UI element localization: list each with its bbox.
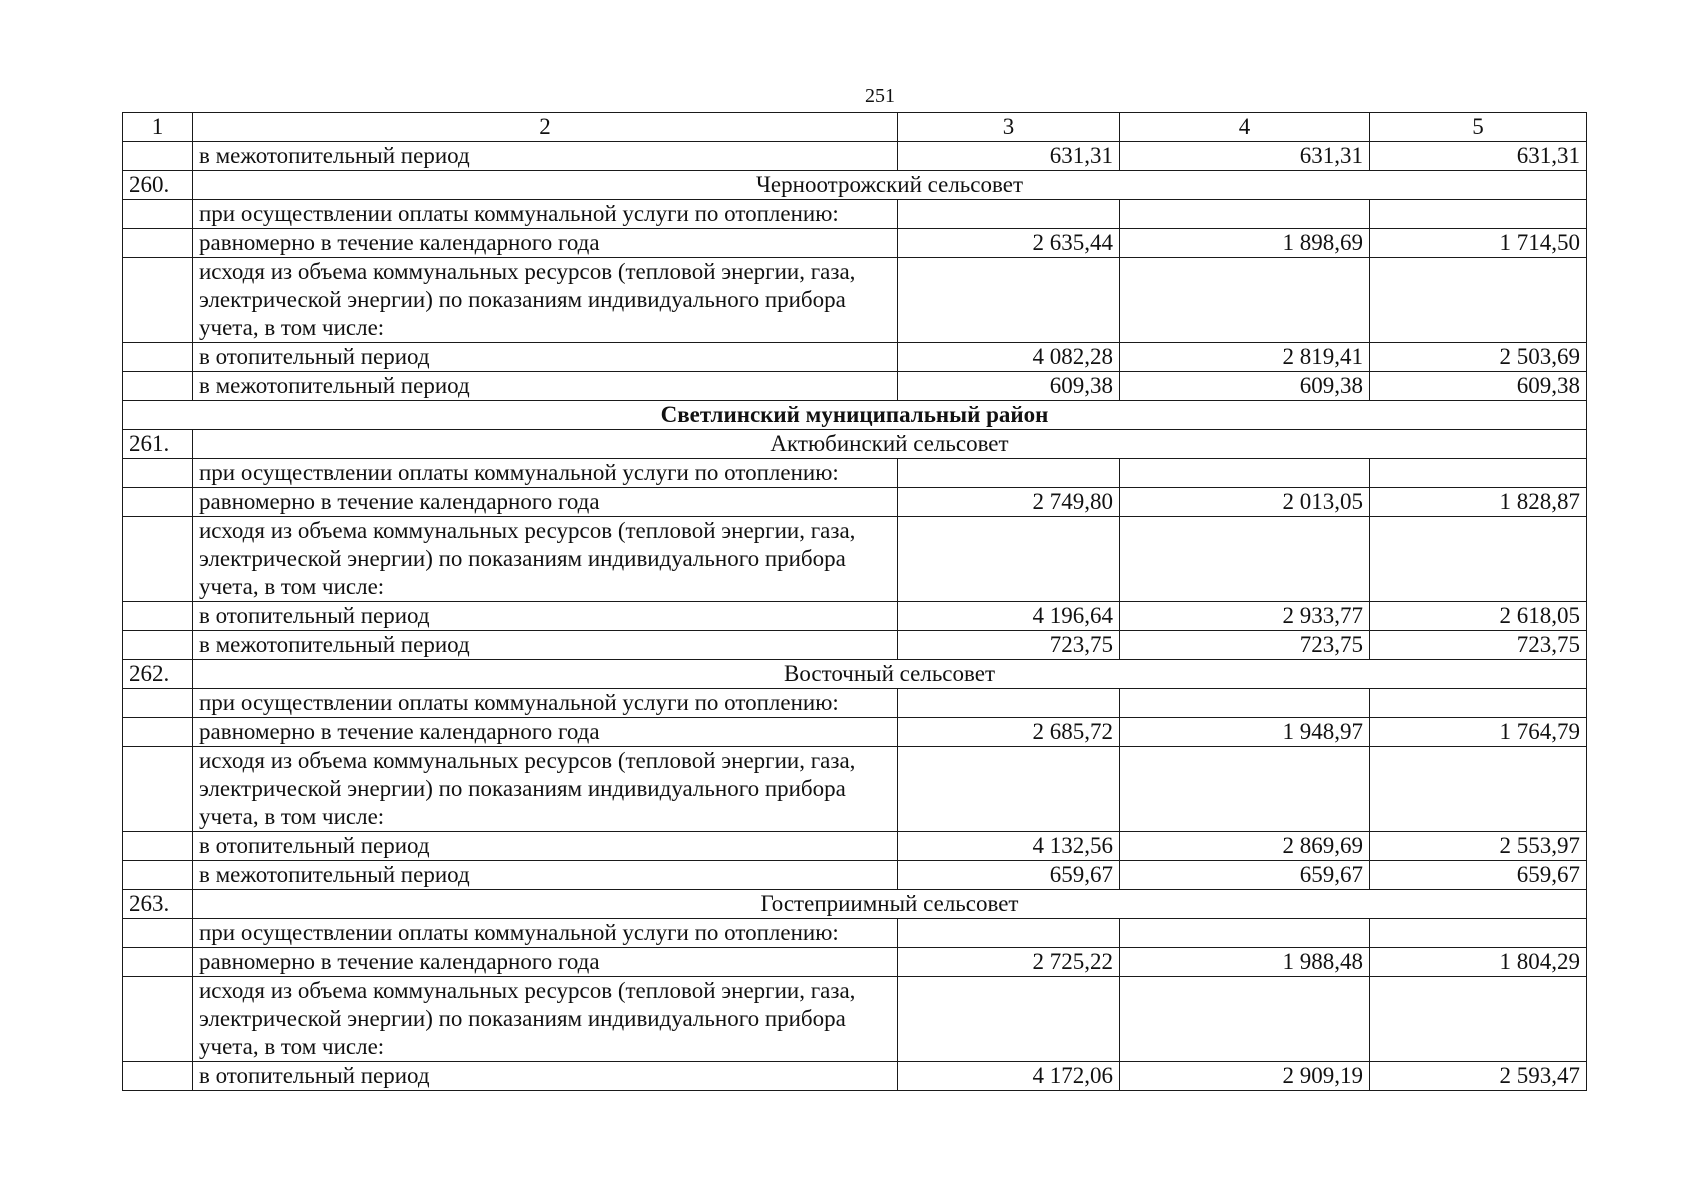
table-row [123,631,1587,660]
row-number [123,861,193,890]
row-number [123,977,193,1062]
row-number [123,718,193,747]
value-col-5 [1370,689,1587,718]
row-label: при осуществлении оплаты коммунальной услуги по отоплению: [193,689,898,718]
value-col-5: 2 618,05 [1370,602,1587,631]
value-col-4: 609,38 [1120,372,1370,401]
header-cell-3: 3 [898,113,1120,142]
value-col-5: 1 714,50 [1370,229,1587,258]
table-row [123,747,1587,832]
table-row [123,229,1587,258]
table-body [123,142,1587,1091]
value-col-5 [1370,517,1587,602]
value-col-3: 4 172,06 [898,1062,1120,1091]
value-col-5 [1370,200,1587,229]
row-number [123,459,193,488]
value-col-3 [898,517,1120,602]
entity-title: Гостеприимный сельсовет [193,890,1587,919]
value-col-4 [1120,200,1370,229]
table-row [123,919,1587,948]
value-col-3: 609,38 [898,372,1120,401]
table-row [123,343,1587,372]
row-number: 263. [123,890,193,919]
row-label: равномерно в течение календарного года [193,229,898,258]
row-number [123,602,193,631]
row-label: при осуществлении оплаты коммунальной услуги по отоплению: [193,919,898,948]
row-number [123,343,193,372]
section-row [123,401,1587,430]
row-number [123,919,193,948]
value-col-3 [898,689,1120,718]
row-label: исходя из объема коммунальных ресурсов (тепловой энергии, газа, электрической энергии) по показаниям индивидуального прибора учета, в том числе: [193,747,898,832]
value-col-5 [1370,919,1587,948]
value-col-5: 1 764,79 [1370,718,1587,747]
value-col-4 [1120,258,1370,343]
entity-title: Черноотрожский сельсовет [193,171,1587,200]
value-col-4: 1 988,48 [1120,948,1370,977]
value-col-5: 1 828,87 [1370,488,1587,517]
row-number: 260. [123,171,193,200]
row-label: равномерно в течение календарного года [193,718,898,747]
row-number [123,1062,193,1091]
value-col-3 [898,919,1120,948]
header-row [123,113,1587,142]
row-number [123,631,193,660]
row-label: в отопительный период [193,343,898,372]
table-row [123,832,1587,861]
value-col-3 [898,459,1120,488]
row-number [123,948,193,977]
value-col-3: 723,75 [898,631,1120,660]
row-number [123,229,193,258]
row-label: в отопительный период [193,602,898,631]
value-col-5 [1370,459,1587,488]
value-col-4: 2 909,19 [1120,1062,1370,1091]
table-row [123,861,1587,890]
value-col-3 [898,977,1120,1062]
row-number [123,372,193,401]
header-cell-1: 1 [123,113,193,142]
row-label: равномерно в течение календарного года [193,948,898,977]
entity-title: Актюбинский сельсовет [193,430,1587,459]
header-cell-5: 5 [1370,113,1587,142]
value-col-3: 631,31 [898,142,1120,171]
row-number: 261. [123,430,193,459]
header-cell-4: 4 [1120,113,1370,142]
table-row [123,948,1587,977]
row-label: равномерно в течение календарного года [193,488,898,517]
value-col-3 [898,258,1120,343]
value-col-4: 2 013,05 [1120,488,1370,517]
value-col-4 [1120,919,1370,948]
row-label: в межотопительный период [193,372,898,401]
table-row [123,459,1587,488]
value-col-3: 2 749,80 [898,488,1120,517]
value-col-5: 2 553,97 [1370,832,1587,861]
value-col-4: 631,31 [1120,142,1370,171]
row-label: исходя из объема коммунальных ресурсов (тепловой энергии, газа, электрической энергии) по показаниям индивидуального прибора учета, в том числе: [193,517,898,602]
value-col-4 [1120,747,1370,832]
row-label: в отопительный период [193,1062,898,1091]
value-col-5 [1370,747,1587,832]
table-row [123,517,1587,602]
value-col-4: 659,67 [1120,861,1370,890]
table-row [123,1062,1587,1091]
value-col-5: 1 804,29 [1370,948,1587,977]
entity-title-row [123,171,1587,200]
value-col-4: 723,75 [1120,631,1370,660]
row-number: 262. [123,660,193,689]
table-row [123,718,1587,747]
value-col-4: 1 948,97 [1120,718,1370,747]
entity-title: Восточный сельсовет [193,660,1587,689]
value-col-4: 2 869,69 [1120,832,1370,861]
value-col-5: 659,67 [1370,861,1587,890]
value-col-4 [1120,459,1370,488]
header-cell-2: 2 [193,113,898,142]
value-col-3 [898,200,1120,229]
table-row [123,689,1587,718]
value-col-4: 1 898,69 [1120,229,1370,258]
row-label: исходя из объема коммунальных ресурсов (тепловой энергии, газа, электрической энергии) по показаниям индивидуального прибора учета, в том числе: [193,977,898,1062]
value-col-5 [1370,977,1587,1062]
value-col-4 [1120,517,1370,602]
row-label: в отопительный период [193,832,898,861]
row-number [123,488,193,517]
value-col-3: 659,67 [898,861,1120,890]
table-row [123,977,1587,1062]
entity-title-row [123,430,1587,459]
value-col-5: 2 503,69 [1370,343,1587,372]
row-label: в межотопительный период [193,861,898,890]
entity-title-row [123,660,1587,689]
table-row [123,488,1587,517]
value-col-3: 2 635,44 [898,229,1120,258]
table-row [123,258,1587,343]
value-col-5 [1370,258,1587,343]
table-row [123,602,1587,631]
row-number [123,689,193,718]
value-col-5: 723,75 [1370,631,1587,660]
value-col-4 [1120,689,1370,718]
row-label: в межотопительный период [193,142,898,171]
value-col-3 [898,747,1120,832]
row-label: исходя из объема коммунальных ресурсов (тепловой энергии, газа, электрической энергии) по показаниям индивидуального прибора учета, в том числе: [193,258,898,343]
row-number [123,517,193,602]
table-row [123,142,1587,171]
value-col-5: 631,31 [1370,142,1587,171]
table-row [123,372,1587,401]
tariff-table [122,112,1587,1091]
row-label: при осуществлении оплаты коммунальной услуги по отоплению: [193,200,898,229]
value-col-4: 2 933,77 [1120,602,1370,631]
value-col-4: 2 819,41 [1120,343,1370,372]
table-row [123,200,1587,229]
value-col-4 [1120,977,1370,1062]
row-number [123,747,193,832]
entity-title-row [123,890,1587,919]
value-col-3: 4 082,28 [898,343,1120,372]
row-label: при осуществлении оплаты коммунальной услуги по отоплению: [193,459,898,488]
value-col-3: 4 132,56 [898,832,1120,861]
value-col-3: 4 196,64 [898,602,1120,631]
value-col-3: 2 685,72 [898,718,1120,747]
row-number [123,832,193,861]
value-col-5: 609,38 [1370,372,1587,401]
row-number [123,142,193,171]
row-number [123,200,193,229]
section-title: Светлинский муниципальный район [123,401,1587,430]
value-col-5: 2 593,47 [1370,1062,1587,1091]
value-col-3: 2 725,22 [898,948,1120,977]
row-label: в межотопительный период [193,631,898,660]
page-number: 251 [865,85,895,107]
row-number [123,258,193,343]
